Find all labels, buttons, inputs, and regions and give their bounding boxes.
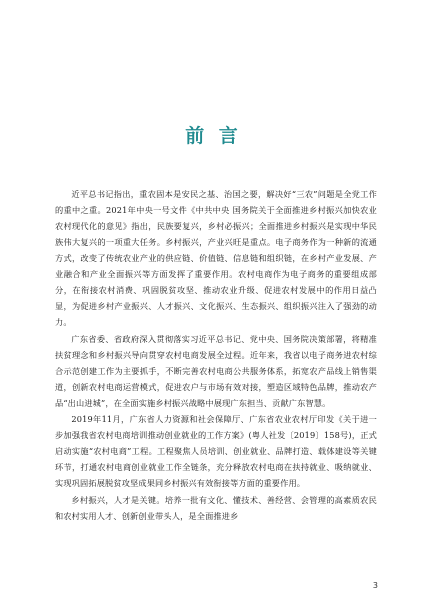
page-number: 3 [372, 581, 378, 590]
paragraph: 乡村振兴，人才是关键。培养一批有文化、懂技术、善经营、会管理的高素质农民和农村实用人才、创新创业带头人，是全面推进乡 [55, 494, 377, 521]
body-text [55, 186, 377, 524]
page-title: 前 言 [185, 125, 242, 147]
paragraph: 近平总书记指出，重农固本是安民之基、治国之要，解决好“三农”问题是全党工作的重中之重。2021年中央一号文件《中共中央 国务院关于全面推进乡村振兴加快农业农村现代化的意见》指出，民族要复兴，乡村必振兴；全面推进乡村振兴是实现中华民族伟大复兴的一项重大任务。乡村振兴，产业兴旺是重点。电子商务作为一种新的流通方式，改变了传统农业产业的供应链、价值链、信息链和组织链，在乡村产业发展、产业融合和产业全面振兴等方面发挥了重要作用。农村电商作为电子商务的重要组成部分，在衔接农村消费、巩固脱贫攻坚、推动农业升级、促进农村发展中的作用日益凸显，为促进乡村产业振兴、人才振兴、文化振兴、生态振兴、组织振兴注入了强劲的动力。 [55, 189, 377, 327]
paragraph: 广东省委、省政府深入贯彻落实习近平总书记、党中央、国务院决策部署，将精准扶贫理念和乡村振兴导向贯穿农村电商发展全过程。近年来，我省以电子商务进农村综合示范创建工作为主要抓手，不断完善农村电商公共服务体系，拓宽农产品线上销售渠道，创新农村电商运营模式，促进农户与市场有效对接，塑造区域特色品牌，推动农产品“出山进城”，在全面实施乡村振兴战略中展现广东担当、贡献广东智慧。 [55, 333, 377, 408]
paragraph: 2019年11月，广东省人力资源和社会保障厅、广东省农业农村厅印发《关于进一步加强我省农村电商培训推动创业就业的工作方案》(粤人社发〔2019〕158号)，正式启动实施“农村电商”工程。工程聚焦人员培训、创业就业、品牌打造、载体建设等关键环节，打通农村电商创业就业工作全链条，充分释放农村电商在扶持就业、吸纳就业、实现巩固拓展脱贫攻坚成果同乡村振兴有效衔接等方面的重要作用。 [55, 414, 377, 488]
